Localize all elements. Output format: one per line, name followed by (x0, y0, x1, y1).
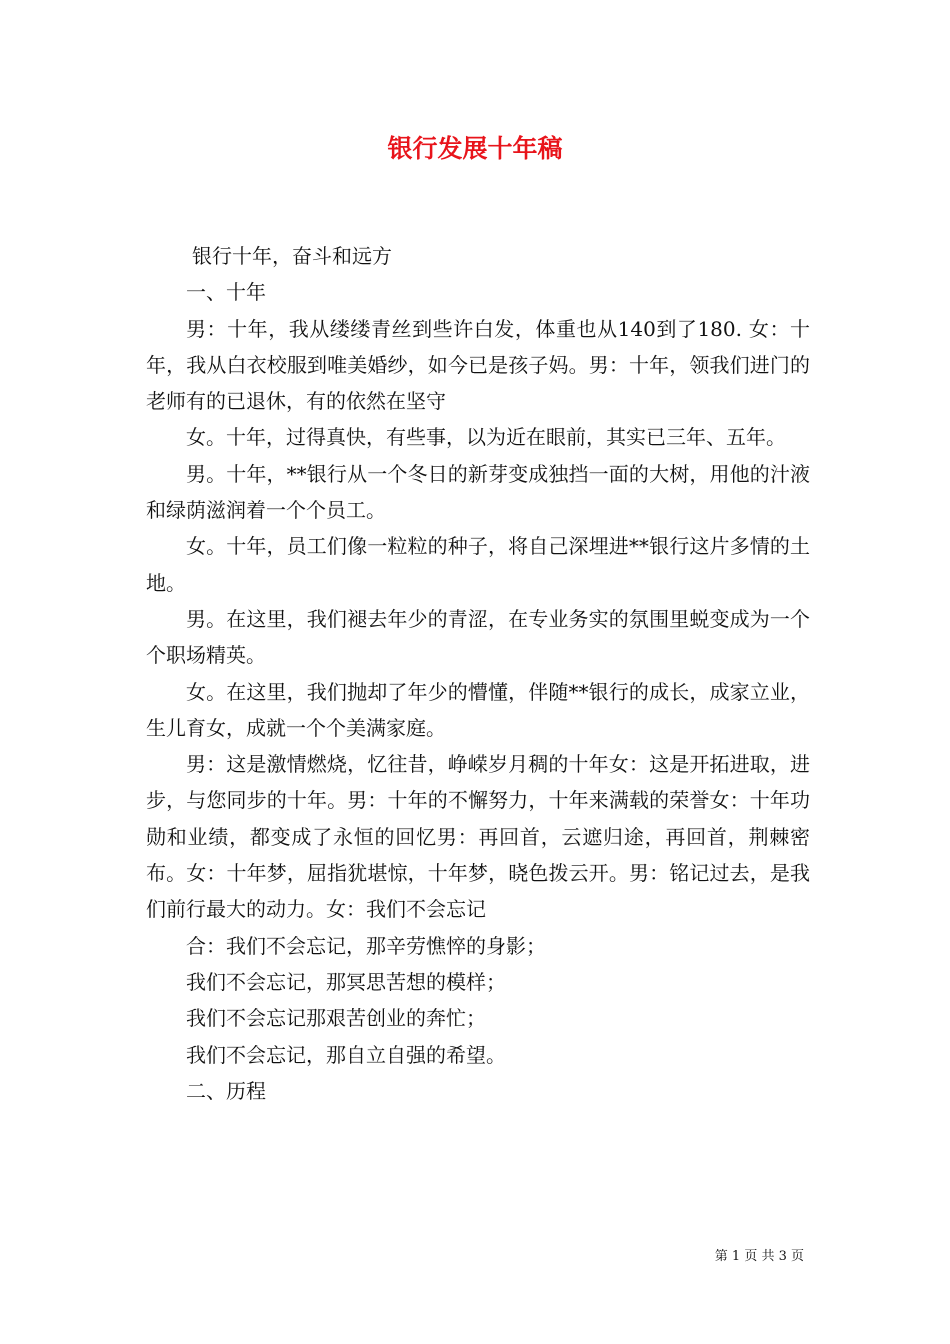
document-title: 银行发展十年稿 (387, 134, 563, 163)
paragraph: 男：这是激情燃烧，忆往昔，峥嵘岁月稠的十年女：这是开拓进取，进步，与您同步的十年。男：十年的不懈努力，十年来满载的荣誉女：十年功勋和业绩，都变成了永恒的回忆男：再回首，云遮归途，再回首，荆棘密布。女：十年梦，屈指犹堪惊，十年梦，晓色拨云开。男：铭记过去，是我们前行最大的动力。女：我们不会忘记 (146, 752, 810, 922)
paragraph: 女。在这里，我们抛却了年少的懵懂，伴随**银行的成长，成家立业，生儿育女，成就一个个美满家庭。 (146, 679, 810, 740)
document-body (146, 238, 810, 1109)
paragraph: 男：十年，我从缕缕青丝到些许白发，体重也从140到了180. 女：十年，我从白衣校服到唯美婚纱，如今已是孩子妈。男：十年，领我们进门的老师有的已退休，有的依然在坚守 (146, 316, 810, 414)
section-heading: 二、历程 (186, 1078, 266, 1103)
paragraph: 我们不会忘记，那冥思苦想的模样； (186, 969, 506, 994)
section-heading: 一、十年 (186, 280, 266, 305)
paragraph: 银行十年，奋斗和远方 (192, 244, 392, 268)
paragraph: 男。十年，**银行从一个冬日的新芽变成独挡一面的大树，用他的汁液和绿荫滋润着一个个员工。 (146, 461, 810, 523)
paragraph: 合：我们不会忘记，那辛劳憔悴的身影； (186, 933, 546, 958)
paragraph: 我们不会忘记那艰苦创业的奔忙； (186, 1006, 486, 1031)
paragraph: 女。十年，过得真快，有些事，以为近在眼前，其实已三年、五年。 (186, 425, 786, 450)
page-number: 第 1 页 共 3 页 (714, 1249, 804, 1264)
paragraph: 我们不会忘记，那自立自强的希望。 (186, 1042, 506, 1067)
paragraph: 男。在这里，我们褪去年少的青涩，在专业务实的氛围里蜕变成为一个个职场精英。 (146, 606, 810, 668)
paragraph: 女。十年，员工们像一粒粒的种子，将自己深埋进**银行这片多情的土地。 (146, 534, 810, 595)
